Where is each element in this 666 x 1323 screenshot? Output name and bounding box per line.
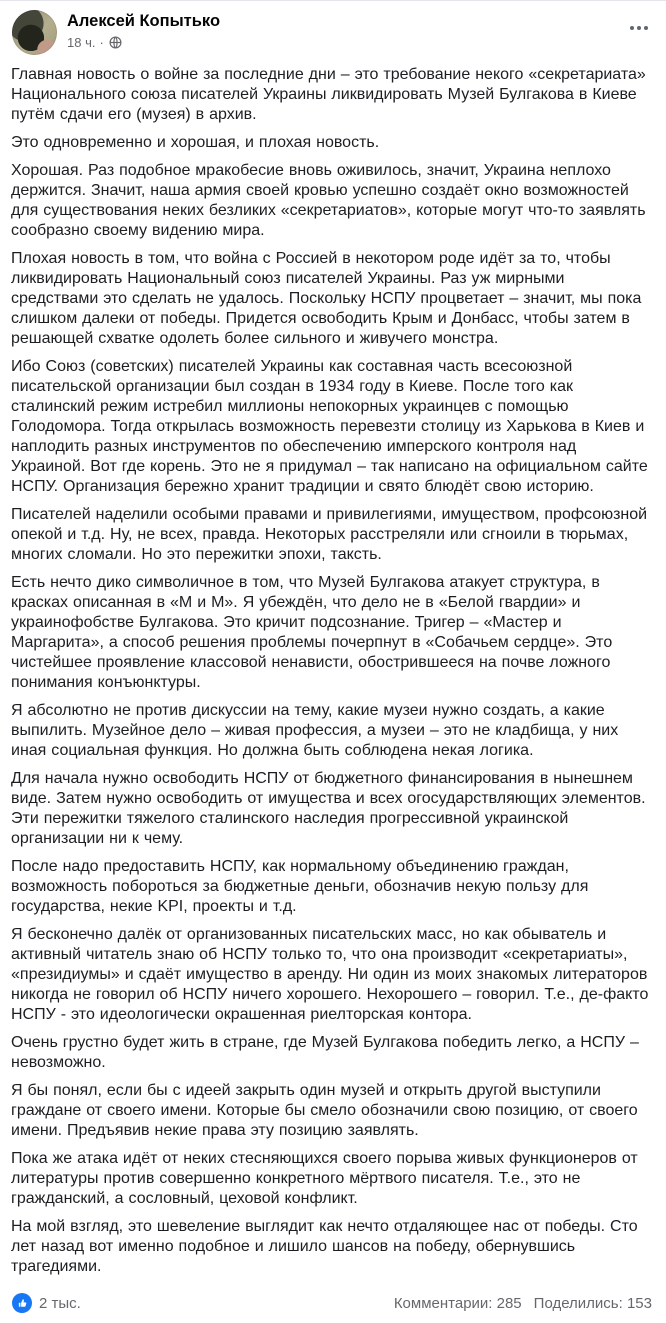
post-paragraph: После надо предоставить НСПУ, как нормальному объединению граждан, возможность побороться за бюджетные деньги, обозначив некую пользу для государства, некие KPI, проекты и т.д.	[11, 858, 589, 915]
post-paragraph: Я бесконечно далёк от организованных писательских масс, но как обыватель и активный читатель знаю об НСПУ только то, что она производит «секретариаты», «президиумы» и сдаёт имущество в аренду. Ни один из моих знакомых литераторов никогда не говорил об НСПУ ничего хорошего. Нехорошего – говорил. Т.е., де-факто НСПУ - это идеологически окрашенная риелторская контора.	[11, 926, 649, 1023]
post-paragraph: Для начала нужно освободить НСПУ от бюджетного финансирования в нынешнем виде. Затем нужно освободить от имущества и всех огосударствляющих элементов. Эти пережитки тяжелого сталинского наследия прогрессивной украинской организации ни к чему.	[11, 770, 646, 847]
comments-count[interactable]: Комментарии: 285	[393, 1294, 522, 1312]
avatar[interactable]	[12, 10, 57, 55]
post-body	[0, 59, 666, 1285]
thumbs-up-icon	[12, 1293, 32, 1313]
meta-separator: ·	[99, 35, 104, 50]
shares-count[interactable]: Поделились: 153	[533, 1294, 652, 1312]
timestamp[interactable]: 18 ч.	[67, 35, 96, 50]
post-paragraph: Главная новость о войне за последние дни – это требование некого «секретариата» Национального союза писателей Украины ликвидировать Музей Булгакова в Киеве путём сдачи его (музея) в архив.	[11, 66, 646, 123]
post-paragraph: Хорошая. Раз подобное мракобесие вновь оживилось, значит, Украина неплохо держится. Значит, наша армия своей кровью успешно создаёт окно возможностей для существования неких безликих «секретариатов», которые могут что-то заявлять сообразно своему видению мира.	[11, 162, 646, 239]
post-header	[0, 1, 666, 59]
footer-counts	[394, 1295, 652, 1312]
ellipsis-icon	[630, 26, 634, 30]
header-meta	[67, 10, 626, 51]
post-paragraph: Ибо Союз (советских) писателей Украины как составная часть всесоюзной писательской организации был создан в 1934 году в Киеве. После того как сталинский режим истребил миллионы непокорных украинцев с помощью Голодомора. Тогда открылась возможность перевезти столицу из Харькова в Киев и наплодить разных инструментов по обеспечению имперского контроля над Украиной. Вот где корень. Это не я придумал – так написано на официальном сайте НСПУ. Организация бережно хранит традиции и свято блюдёт свою историю.	[11, 358, 648, 495]
post-paragraph: Есть нечто дико символичное в том, что Музей Булгакова атакует структура, в красках описанная в «М и М». Я убеждён, что дело не в «Белой гвардии» и украинофобстве Булгакова. Это кричит подсознание. Тригер – «Мастер и Маргарита», а способ решения проблемы почерпнут в «Собачьем сердце». Это чистейшее проявление классовой ненависти, обострившееся на почве ложного понимания конъюнктуры.	[11, 574, 613, 691]
post-paragraph: Я абсолютно не против дискуссии на тему, какие музеи нужно создать, а какие выпилить. Музейное дело – живая профессия, а музеи – это не кладбища, у них иная социальная функция. Но должна быть соблюдена некая логика.	[11, 702, 619, 759]
post-paragraph: Пока же атака идёт от неких стесняющихся своего порыва живых функционеров от литературы против совершенно конкретного мёртвого писателя. Т.е., это не гражданский, а сословный, цеховой конфликт.	[11, 1150, 638, 1207]
post-paragraph: Я бы понял, если бы с идеей закрыть один музей и открыть другой выступили граждане от своего имени. Которые бы смело обозначили свою позицию, от своего имени. Предъявив некие права эту позицию заявлять.	[11, 1082, 638, 1139]
post-paragraph: Это одновременно и хорошая, и плохая новость.	[11, 134, 380, 151]
post-paragraph: На мой взгляд, это шевеление выглядит как нечто отдаляющее нас от победы. Сто лет назад вот именно подобное и лишило шансов на победу, обернувшись трагедиями.	[11, 1218, 638, 1275]
post-options-button[interactable]	[626, 16, 652, 40]
post-meta-line	[67, 34, 626, 51]
reactions-count[interactable]: 2 тыс.	[39, 1294, 81, 1312]
post-paragraph: Писателей наделили особыми правами и привилегиями, имуществом, профсоюзной опекой и т.д. Ну, не всех, правда. Некоторых расстреляли или сгноили в тюрьмах, многих сломали. Но это пережитки эпохи, таксть.	[11, 506, 648, 563]
post-paragraph: Очень грустно будет жить в стране, где Музей Булгакова победить легко, а НСПУ – невозможно.	[11, 1034, 639, 1071]
author-name[interactable]: Алексей Копытько	[67, 12, 221, 30]
reactions-summary[interactable]	[12, 1293, 81, 1313]
post-footer	[0, 1285, 666, 1323]
globe-icon	[109, 36, 122, 49]
post-paragraph: Плохая новость в том, что война с Россией в некотором роде идёт за то, чтобы ликвидировать Национальный союз писателей Украины. Раз уж мирными средствами это сделать не удалось. Поскольку НСПУ процветает – значит, мы пока слишком далеки от победы. Придется освободить Крым и Донбасс, чтобы затем в решающей схватке одолеть более сильного и живучего монстра.	[11, 250, 642, 347]
